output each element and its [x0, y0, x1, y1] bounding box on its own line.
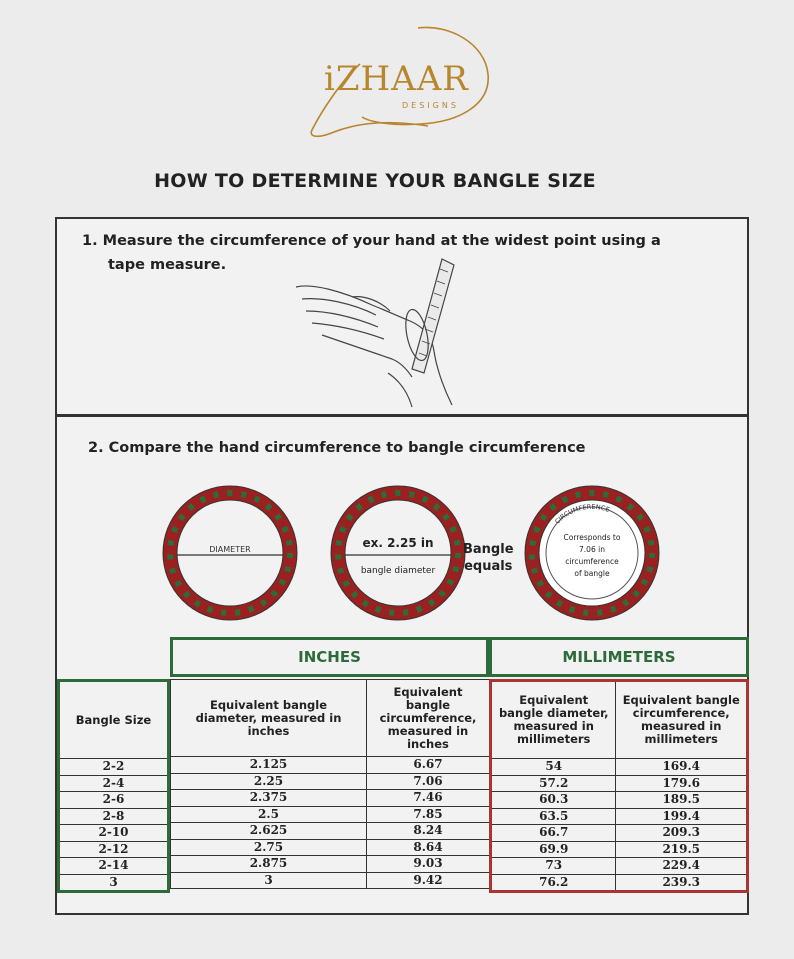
step1-text-line2: tape measure.: [108, 257, 227, 273]
table-cell: 2.125: [171, 757, 367, 774]
example-diameter-label: ex. 2.25 in: [362, 536, 434, 550]
table-row: [171, 839, 490, 856]
brand-sub: DESIGNS: [402, 101, 459, 110]
header-bangle-size: Bangle Size: [59, 681, 169, 759]
table-cell: 2-8: [59, 808, 169, 825]
table-cell: 3: [171, 872, 367, 889]
header-in-circumference: [367, 680, 490, 757]
table-cell: 239.3: [616, 874, 748, 892]
table-row: [59, 874, 169, 892]
table-cell: 2-10: [59, 825, 169, 842]
table-row: [491, 841, 748, 858]
table-cell: 2.5: [171, 806, 367, 823]
table-cell: 2.375: [171, 790, 367, 807]
circ-note-line3: circumference: [565, 557, 619, 566]
header-mm-diam-l3: measured in: [513, 719, 594, 733]
circ-note-line2: 7.06 in: [579, 545, 605, 554]
step1-text-line1: 1. Measure the circumference of your hand at the widest point using a: [82, 233, 661, 249]
equals-line1: Bangle: [463, 542, 514, 557]
table-cell: 8.24: [367, 823, 490, 840]
table-row: [491, 874, 748, 892]
circ-note-line4: of bangle: [574, 569, 610, 578]
table-cell: 8.64: [367, 839, 490, 856]
table-cell: 9.03: [367, 856, 490, 873]
table-cell: 2.625: [171, 823, 367, 840]
table-cell: 2.75: [171, 839, 367, 856]
bangle-diameter-ring: [162, 485, 298, 621]
table-row: [171, 773, 490, 790]
table-cell: 7.46: [367, 790, 490, 807]
hand-measuring-illustration: [292, 255, 462, 415]
table-row: [59, 792, 169, 809]
table-row: [59, 858, 169, 875]
table-cell: 66.7: [491, 825, 616, 842]
inches-group-header: INCHES: [170, 637, 489, 677]
brand-name: iZHAAR: [324, 59, 469, 99]
millimeters-group-header: MILLIMETERS: [489, 637, 749, 677]
table-cell: 9.42: [367, 872, 490, 889]
table-cell: 209.3: [616, 825, 748, 842]
header-mm-circ-l4: millimeters: [644, 732, 718, 746]
table-cell: 2-6: [59, 792, 169, 809]
table-cell: 69.9: [491, 841, 616, 858]
header-in-diameter: [171, 680, 367, 757]
bangle-circumference-ring: [524, 485, 660, 621]
header-in-diameter-l1: Equivalent bangle: [209, 697, 328, 712]
table-cell: 219.5: [616, 841, 748, 858]
header-in-circ-l1: Equivalent: [393, 684, 463, 699]
table-cell: 2.25: [171, 773, 367, 790]
table-cell: 2-2: [59, 759, 169, 776]
table-row: [59, 759, 169, 776]
page-title: HOW TO DETERMINE YOUR BANGLE SIZE: [154, 170, 596, 192]
table-cell: 6.67: [367, 757, 490, 774]
header-in-diameter-l2: diameter, measured in: [195, 710, 342, 725]
table-row: [171, 806, 490, 823]
table-cell: 179.6: [616, 775, 748, 792]
table-row: [171, 823, 490, 840]
header-mm-circ-l1: Equivalent bangle: [622, 693, 740, 707]
table-row: [171, 790, 490, 807]
example-diameter-sub: bangle diameter: [360, 566, 436, 576]
table-cell: 2-12: [59, 841, 169, 858]
table-cell: 2.875: [171, 856, 367, 873]
table-row: [491, 808, 748, 825]
table-row: [59, 841, 169, 858]
header-mm-diam-l2: bangle diameter,: [498, 706, 609, 720]
header-mm-diameter: [491, 681, 616, 759]
izhaar-designs-logo: [300, 22, 500, 147]
table-row: [171, 856, 490, 873]
inches-table: [170, 679, 490, 889]
table-cell: 169.4: [616, 759, 748, 776]
table-row: [491, 825, 748, 842]
header-in-circ-l4: measured in: [387, 723, 469, 738]
table-row: [491, 775, 748, 792]
table-row: [491, 759, 748, 776]
table-cell: 199.4: [616, 808, 748, 825]
diameter-label: DIAMETER: [209, 545, 251, 554]
millimeters-table: [489, 679, 749, 893]
header-mm-circ-l2: circumference,: [632, 706, 730, 720]
table-row: [59, 808, 169, 825]
header-mm-diam-l1: Equivalent: [519, 693, 589, 707]
step2-text: 2. Compare the hand circumference to bangle circumference: [88, 440, 586, 456]
circ-note-line1: Corresponds to: [563, 533, 621, 542]
table-row: [171, 757, 490, 774]
table-cell: 54: [491, 759, 616, 776]
table-cell: 229.4: [616, 858, 748, 875]
header-in-circ-l5: inches: [407, 736, 449, 751]
table-cell: 73: [491, 858, 616, 875]
table-cell: 60.3: [491, 792, 616, 809]
table-row: [59, 825, 169, 842]
table-cell: 2-4: [59, 775, 169, 792]
table-cell: 57.2: [491, 775, 616, 792]
header-in-diameter-l3: inches: [247, 723, 290, 738]
equals-line2: equals: [464, 559, 513, 574]
table-cell: 2-14: [59, 858, 169, 875]
table-cell: 7.06: [367, 773, 490, 790]
header-in-circ-l2: bangle: [405, 697, 451, 712]
table-row: [171, 872, 490, 889]
table-cell: 189.5: [616, 792, 748, 809]
header-mm-circumference: [616, 681, 748, 759]
table-cell: 7.85: [367, 806, 490, 823]
table-cell: 63.5: [491, 808, 616, 825]
header-in-circ-l3: circumference,: [379, 710, 477, 725]
table-cell: 3: [59, 874, 169, 892]
bangle-equals-label: [463, 541, 514, 575]
header-mm-circ-l3: measured in: [641, 719, 722, 733]
header-mm-diam-l4: millimeters: [517, 732, 591, 746]
table-row: [491, 858, 748, 875]
table-cell: 76.2: [491, 874, 616, 892]
table-row: [491, 792, 748, 809]
table-row: [59, 775, 169, 792]
size-table: [57, 679, 170, 893]
circumference-arc-label: CIRCUMFERENCE: [553, 502, 611, 526]
bangle-example-ring: [330, 485, 466, 621]
